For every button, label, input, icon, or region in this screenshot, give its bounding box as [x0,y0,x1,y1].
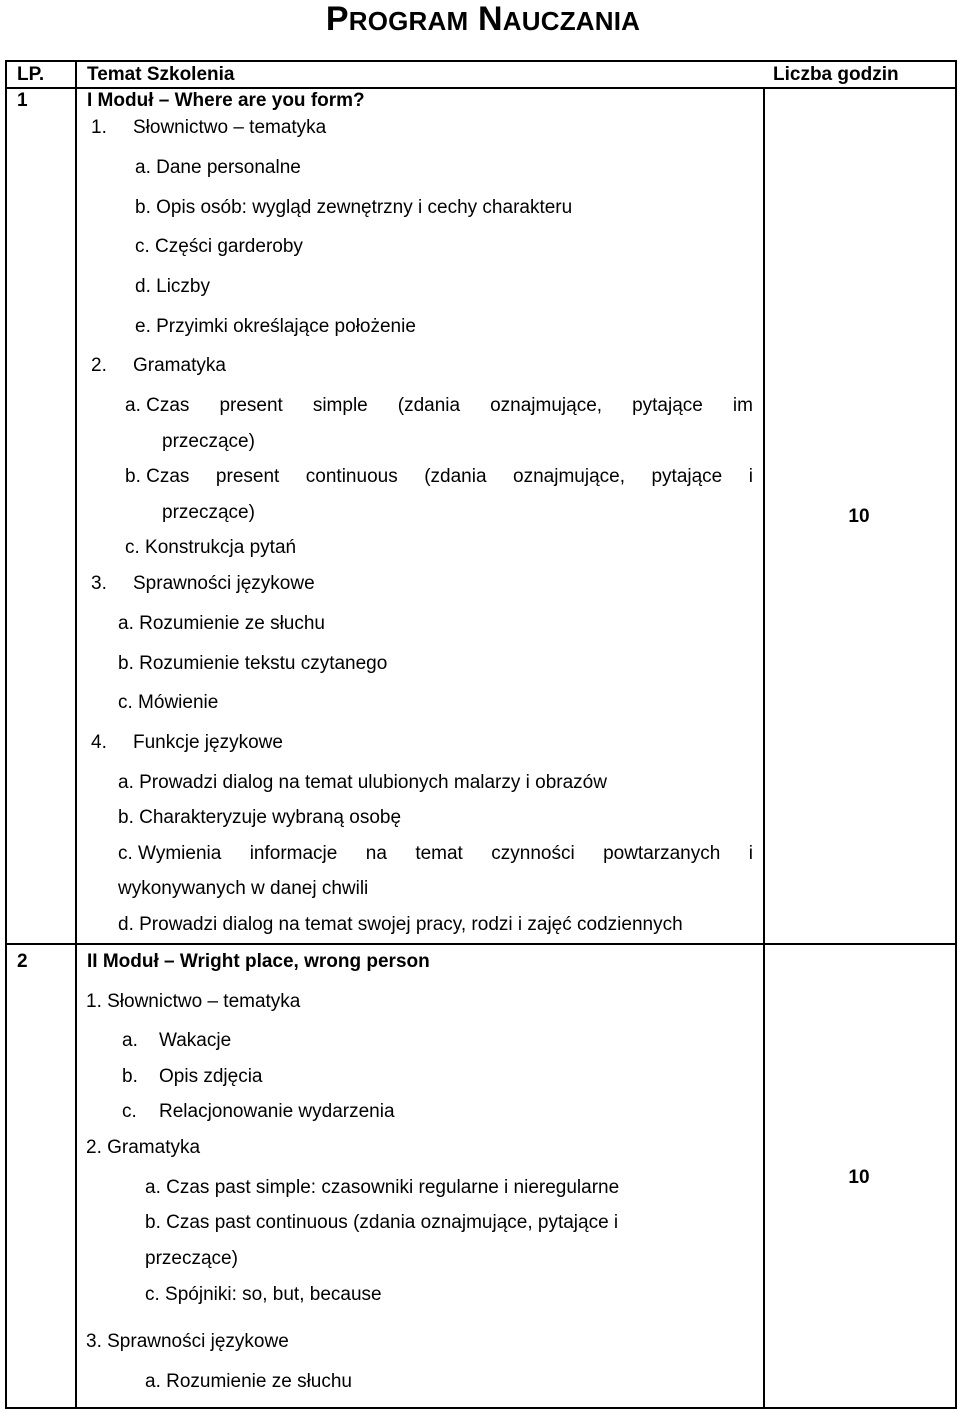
list-item: b. Czas past continuous (zdania oznajmujące, pytające i [145,1212,619,1233]
list-item-justified: b. Czas present continuous (zdania oznajmujące, pytające i [125,466,753,487]
page-title: PROGRAM NAUCZANIA [325,0,641,38]
header-lp: LP. [17,64,45,85]
list-item: Relacjonowanie wydarzenia [159,1101,395,1122]
list-item: c. Spójniki: so, but, because [145,1284,382,1305]
list-item: b. Rozumienie tekstu czytanego [118,653,388,674]
header-topic: Temat Szkolenia [87,64,235,85]
module-1-title: I Moduł – Where are you form? [87,90,365,111]
section-4-label: Funkcje językowe [133,732,283,753]
list-item: a. Rozumienie ze słuchu [118,613,325,634]
section-4-number: 4. [91,732,107,753]
module-2-hours: 10 [848,1167,870,1188]
list-item: Opis zdjęcia [159,1066,263,1087]
list-item-continuation: wykonywanych w danej chwili [118,878,369,899]
list-item: a. Dane personalne [135,157,301,178]
lp-column-border [75,60,77,1409]
list-item-letter: b. [122,1066,138,1087]
list-item: d. Prowadzi dialog na temat swojej pracy, rodzi i zajęć codziennych [118,914,683,935]
table-left-border [5,60,7,1409]
list-item: a. Czas past simple: czasowniki regularne i nieregularne [145,1177,620,1198]
list-item: d. Liczby [135,276,210,297]
row-divider [5,943,956,945]
module-2-title: II Moduł – Wright place, wrong person [87,951,430,972]
header-hours: Liczba godzin [773,64,899,85]
section-2-number: 2. [91,355,107,376]
module-1-hours: 10 [848,506,870,527]
list-item: b. Charakteryzuje wybraną osobę [118,807,402,828]
list-item-justified: a. Czas present simple (zdania oznajmujące, pytające im [125,395,753,416]
list-item-continuation: przeczące) [145,1248,238,1269]
hours-column-border [763,89,765,1409]
list-item: c. Części garderoby [135,236,303,257]
table-top-border [5,60,956,62]
header-bottom-border [5,87,956,89]
list-item-continuation: przeczące) [162,431,255,452]
module-1-lp: 1 [17,90,28,111]
section-2-label: Gramatyka [133,355,226,376]
section-1-number: 1. [91,117,107,138]
section-1-label: Słownictwo – tematyka [133,117,327,138]
section-3-number: 3. [91,573,107,594]
list-item: a. Prowadzi dialog na temat ulubionych malarzy i obrazów [118,772,607,793]
list-item-justified: c. Wymienia informacje na temat czynności powtarzanych i [118,843,753,864]
section-1-label: 1. Słownictwo – tematyka [86,991,301,1012]
list-item: b. Opis osób: wygląd zewnętrzny i cechy charakteru [135,197,573,218]
list-item: c. Konstrukcja pytań [125,537,297,558]
list-item-letter: c. [122,1101,137,1122]
section-3-label: 3. Sprawności językowe [86,1331,289,1352]
list-item: c. Mówienie [118,692,219,713]
list-item: e. Przyimki określające położenie [135,316,416,337]
section-2-label: 2. Gramatyka [86,1137,201,1158]
section-3-label: Sprawności językowe [133,573,315,594]
module-2-lp: 2 [17,951,28,972]
list-item: Wakacje [159,1030,232,1051]
list-item-continuation: przeczące) [162,502,255,523]
list-item: a. Rozumienie ze słuchu [145,1371,352,1392]
table-right-border [955,60,957,1409]
table-bottom-border [5,1407,956,1409]
list-item-letter: a. [122,1030,138,1051]
